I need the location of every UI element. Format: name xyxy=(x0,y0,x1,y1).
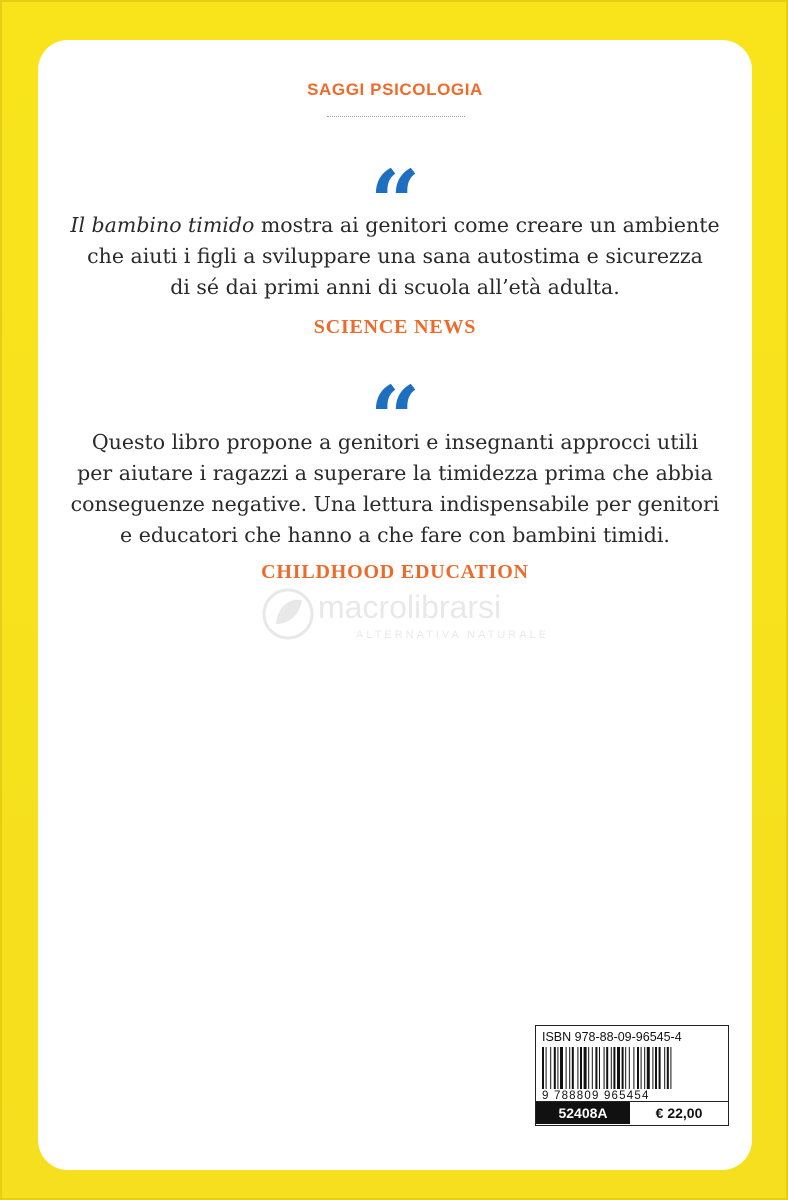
barcode-box xyxy=(535,1025,729,1126)
quote-mark-icon: “ xyxy=(369,366,421,470)
quote-1-source: SCIENCE NEWS xyxy=(313,316,477,338)
watermark-tagline: ALTERNATIVA NATURALE xyxy=(356,629,550,641)
product-code: 52408A xyxy=(536,1102,630,1124)
watermark-name: macrolibrarsi xyxy=(318,589,502,625)
barcode-icon xyxy=(542,1047,724,1089)
series-label: SAGGI PSICOLOGIA xyxy=(307,80,483,99)
quote-2-text xyxy=(58,427,732,551)
watermark-logo xyxy=(258,584,578,644)
quote-2-line-2: per aiutare i ragazzi a superare la timidezza prima che abbia xyxy=(77,461,713,485)
book-title: Il bambino timido xyxy=(70,213,255,237)
quote-1-line-3: di sé dai primi anni di scuola all’età adulta. xyxy=(170,275,620,299)
quote-1-line-2: che aiuti i figli a sviluppare una sana autostima e sicurezza xyxy=(87,244,703,268)
quote-2-line-1: Questo libro propone a genitori e insegnanti approcci utili xyxy=(91,430,699,454)
quote-2-line-3: conseguenze negative. Una lettura indispensabile per genitori xyxy=(70,492,720,516)
series-divider xyxy=(327,116,465,117)
isbn-text: ISBN 978-88-09-96545-4 xyxy=(542,1030,682,1044)
quote-2-source: CHILDHOOD EDUCATION xyxy=(261,561,529,583)
white-panel xyxy=(38,40,752,1170)
leaf-logo-icon xyxy=(264,590,312,638)
price-row xyxy=(536,1101,728,1125)
barcode-digits: 9 788809 965454 xyxy=(542,1090,650,1102)
quote-1-text xyxy=(58,210,732,303)
quote-2-line-4: e educatori che hanno a che fare con bambini timidi. xyxy=(120,523,670,547)
quote-1-line-1: Il bambino timido mostra ai genitori come creare un ambiente xyxy=(70,213,720,237)
price: € 22,00 xyxy=(655,1105,703,1121)
quote-mark-icon: “ xyxy=(369,150,421,254)
